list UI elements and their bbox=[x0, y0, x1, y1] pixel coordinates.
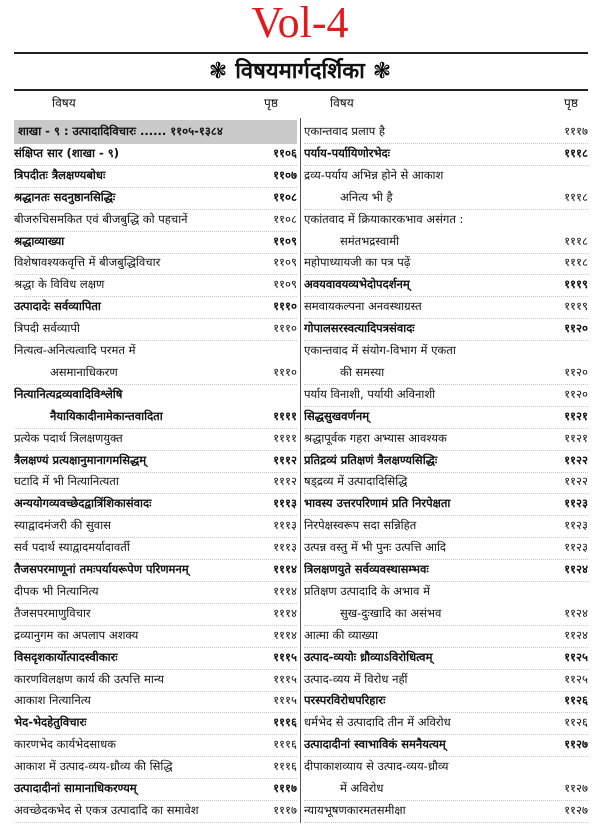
entry-page: ११०९ bbox=[273, 255, 297, 270]
entry-page: ११०८ bbox=[273, 189, 297, 204]
entry-page: १११७ bbox=[273, 802, 297, 817]
entry-page: १११३ bbox=[273, 540, 297, 555]
entry-title: आकाश नित्यानित्य bbox=[14, 693, 91, 708]
entry-title: समवायकल्पना अनवस्थाग्रस्त bbox=[304, 299, 422, 314]
entry-title: श्रद्धापूर्वक गहरा अभ्यास आवश्यक bbox=[304, 430, 447, 445]
entry-page: १११५ bbox=[273, 693, 297, 708]
entry-title: उत्पादादीनां स्वाभाविकं समनैयत्यम् bbox=[304, 737, 446, 752]
entry-title: तैजसपरमाणुविचार bbox=[14, 605, 91, 620]
banner bbox=[0, 56, 600, 88]
index-entry bbox=[14, 186, 297, 210]
entry-page: ११२३ bbox=[564, 496, 588, 511]
flower-ornament-icon: ❃ bbox=[208, 59, 228, 84]
index-entry bbox=[304, 208, 588, 231]
entry-title: पर्याय-पर्यायिणोरभेदः bbox=[304, 145, 390, 160]
entry-title: अवच्छेदकभेद से एकत्र उत्पादादि का समावेश bbox=[14, 802, 199, 817]
entry-page: ११२४ bbox=[564, 605, 588, 620]
index-entry bbox=[304, 339, 588, 362]
right-page-header: पृष्ठ bbox=[564, 96, 578, 110]
entry-page: ११०६ bbox=[273, 145, 297, 160]
entry-title: स्याद्वादमंजरी की सुवास bbox=[14, 518, 111, 533]
entry-title: षड्द्रव्य में उत्पादादिसिद्धि bbox=[304, 474, 408, 489]
left-page-header: पृष्ठ bbox=[264, 96, 278, 110]
entry-title: पर्याय विनाशी, पर्यायी अविनाशी bbox=[304, 386, 436, 401]
entry-title: महोपाध्यायजी का पत्र पढ़ें bbox=[304, 255, 411, 270]
entry-page: ११२० bbox=[564, 386, 588, 401]
entry-page: ११२२ bbox=[564, 452, 588, 467]
entry-page: १११४ bbox=[273, 627, 297, 642]
index-entry bbox=[14, 602, 297, 626]
index-entry bbox=[14, 405, 297, 429]
index-entry bbox=[304, 580, 588, 603]
entry-page: ११२१ bbox=[564, 408, 588, 423]
flower-ornament-icon: ❃ bbox=[372, 59, 392, 84]
index-entry bbox=[14, 449, 297, 473]
banner-top-rule bbox=[14, 52, 588, 54]
index-entry bbox=[304, 777, 588, 801]
index-entry bbox=[304, 492, 588, 516]
index-entry bbox=[14, 361, 297, 385]
index-entry bbox=[304, 273, 588, 297]
entry-page: १११८ bbox=[564, 255, 588, 270]
entry-title: दीपाकाशव्याय से उत्पाद-व्यय-ध्रौव्य bbox=[304, 759, 449, 774]
index-entry bbox=[304, 536, 588, 560]
entry-title: त्रिलक्षणयुते सर्वव्यवस्थासम्भवः bbox=[304, 562, 429, 576]
index-entry bbox=[304, 733, 588, 757]
index-entry bbox=[304, 295, 588, 319]
entry-page: १११२ bbox=[273, 452, 297, 467]
entry-title: विशेषावश्यकवृत्ति में बीजबुद्धिविचार bbox=[14, 255, 161, 270]
index-entry bbox=[304, 624, 588, 648]
entry-title: में अविरोध bbox=[340, 781, 384, 795]
index-entry bbox=[304, 668, 588, 692]
index-entry bbox=[14, 624, 297, 648]
entry-title: त्रिपदीतः त्रैलक्षण्यबोधः bbox=[14, 167, 106, 182]
entry-page: १११७ bbox=[564, 124, 588, 138]
entry-title: नित्यत्व-अनित्यत्वादि परमत में bbox=[14, 343, 136, 357]
entry-title: अनित्य भी है bbox=[340, 189, 393, 204]
entry-page: १११७ bbox=[273, 781, 297, 795]
entry-title: उत्पादादेः सर्वव्यापिता bbox=[14, 299, 101, 314]
index-entry bbox=[14, 689, 297, 713]
entry-page: ११११ bbox=[273, 430, 297, 445]
entry-page: १११६ bbox=[273, 737, 297, 752]
entry-page: १११८ bbox=[564, 145, 588, 160]
index-entry bbox=[304, 383, 588, 407]
entry-page: १११९ bbox=[564, 299, 588, 314]
entry-page: ११२२ bbox=[564, 474, 588, 489]
index-entry bbox=[14, 427, 297, 451]
index-entry bbox=[304, 186, 588, 210]
section-heading-row bbox=[14, 120, 297, 144]
entry-page: ११२४ bbox=[564, 562, 588, 576]
entry-title: अवयवावयव्यभेदोपदर्शनम् bbox=[304, 277, 410, 292]
entry-title: द्रव्यानुगम का अपलाप अशक्य bbox=[14, 627, 139, 642]
index-entry bbox=[14, 273, 297, 297]
entry-page: ११२१ bbox=[564, 430, 588, 445]
index-entry bbox=[14, 339, 297, 362]
entry-title: त्रैलक्षण्यं प्रत्यक्षानुमानागमसिद्धम् bbox=[14, 452, 147, 467]
entry-title: विसदृशकार्योत्पादस्वीकारः bbox=[14, 649, 118, 664]
entry-page: १११० bbox=[273, 321, 297, 336]
entry-title: सुख-दुःखादि का असंभव bbox=[340, 605, 442, 620]
entry-page: ११११ bbox=[273, 408, 297, 423]
entry-title: एकान्तवाद में संयोग-विभाग में एकता bbox=[304, 343, 456, 357]
index-entry bbox=[14, 646, 297, 670]
entry-title: उत्पाद-व्यय में विरोध नहीं bbox=[304, 671, 408, 686]
index-entry bbox=[14, 295, 297, 319]
entry-page: ११२३ bbox=[564, 540, 588, 555]
index-entry bbox=[14, 711, 297, 735]
entry-page: १११६ bbox=[273, 759, 297, 774]
index-entry bbox=[14, 142, 297, 166]
entry-page: ११२७ bbox=[564, 802, 588, 817]
entry-title: द्रव्य-पर्याय अभिन्न होने से आकाश bbox=[304, 167, 444, 182]
entry-page: ११०९ bbox=[273, 277, 297, 292]
index-entry bbox=[304, 427, 588, 451]
entry-title: आत्मा की व्याख्या bbox=[304, 627, 378, 642]
entry-title: प्रतिद्रव्यं प्रतिक्षणं त्रैलक्षण्यसिद्धिः bbox=[304, 452, 438, 467]
entry-title: आकाश में उत्पाद-व्यय-ध्रौव्य की सिद्धि bbox=[14, 759, 173, 774]
entry-page: १११० bbox=[273, 364, 297, 379]
entry-title: घटादि में भी नित्यानित्यता bbox=[14, 474, 119, 489]
entry-page: ११०७ bbox=[273, 167, 297, 182]
entry-title: कारणभेद कार्यभेदसाधक bbox=[14, 737, 117, 752]
entry-page: ११२७ bbox=[564, 781, 588, 795]
left-subject-header: विषय bbox=[52, 96, 76, 110]
index-entry bbox=[304, 711, 588, 735]
entry-page: ११२० bbox=[564, 321, 588, 336]
index-entry bbox=[304, 602, 588, 626]
entry-title: उत्पाद-व्ययोः ध्रौव्याऽविरोधित्वम् bbox=[304, 649, 433, 664]
entry-page: ११०८ bbox=[273, 211, 297, 226]
index-entry bbox=[304, 514, 588, 538]
index-entry bbox=[14, 755, 297, 779]
index-entry bbox=[14, 668, 297, 692]
entry-page: १११८ bbox=[564, 233, 588, 248]
entry-page: १११६ bbox=[273, 715, 297, 730]
entry-page: ११२५ bbox=[564, 671, 588, 686]
banner-bottom-rule bbox=[14, 89, 588, 91]
entry-title: परस्परविरोधपरिहारः bbox=[304, 693, 386, 708]
entry-page: १११४ bbox=[273, 562, 297, 576]
index-entry bbox=[14, 580, 297, 604]
volume-label: Vol-4 bbox=[251, 0, 349, 47]
index-entry bbox=[304, 361, 588, 385]
entry-title: न्यायभूषणकारमतसमीक्षा bbox=[304, 802, 406, 817]
entry-title: समंतभद्रस्वामी bbox=[340, 233, 400, 248]
entry-page: ११२७ bbox=[564, 737, 588, 752]
index-entry bbox=[304, 449, 588, 473]
index-entry bbox=[14, 317, 297, 341]
entry-page: ११२५ bbox=[564, 649, 588, 664]
index-entry bbox=[304, 470, 588, 494]
index-entry bbox=[14, 777, 297, 801]
entry-title: भेद-भेदहेतुविचारः bbox=[14, 715, 87, 730]
column-divider bbox=[300, 118, 301, 823]
index-entry bbox=[14, 514, 297, 538]
column-headers bbox=[14, 93, 588, 113]
entry-page: १११९ bbox=[564, 277, 588, 292]
banner-title: विषयमार्गदर्शिका bbox=[235, 59, 365, 84]
entry-title: प्रत्येक पदार्थ त्रिलक्षणयुक्त bbox=[14, 430, 123, 445]
entry-title: श्रद्धाव्याख्या bbox=[14, 233, 65, 248]
index-entry bbox=[14, 164, 297, 188]
entry-title: नैयायिकादीनामेकान्तवादिता bbox=[50, 408, 163, 423]
entry-page: १११५ bbox=[273, 671, 297, 686]
index-entry bbox=[14, 208, 297, 232]
index-entry bbox=[14, 492, 297, 516]
entry-page: १११४ bbox=[273, 583, 297, 598]
index-entry bbox=[14, 733, 297, 757]
index-entry bbox=[14, 230, 297, 254]
entry-page: ११०९ bbox=[273, 233, 297, 248]
index-entry bbox=[304, 317, 588, 341]
entry-title: नित्यानित्यद्रव्यवादिविश्लेषि bbox=[14, 386, 123, 401]
entry-title: प्रतिक्षण उत्पादादि के अभाव में bbox=[304, 583, 430, 598]
entry-page: १११८ bbox=[564, 189, 588, 204]
index-entry bbox=[304, 120, 588, 144]
entry-page: १११३ bbox=[273, 496, 297, 511]
entry-title: उत्पन्न वस्तु में भी पुनः उत्पत्ति आदि bbox=[304, 540, 447, 555]
index-entry bbox=[14, 558, 297, 582]
entry-page: १११२ bbox=[273, 474, 297, 489]
entry-title: एकांतवाद में क्रियाकारकभाव असंगत : bbox=[304, 211, 464, 226]
entry-page: १११४ bbox=[273, 605, 297, 620]
index-entry bbox=[304, 558, 588, 582]
entry-title: धर्मभेद से उत्पादादि तीन में अविरोध bbox=[304, 715, 451, 730]
entry-title: श्रद्धा के विविध लक्षण bbox=[14, 277, 105, 292]
entry-title: उत्पादादीनां सामानाधिकरण्यम् bbox=[14, 781, 137, 795]
index-entry bbox=[304, 405, 588, 429]
index-entry bbox=[14, 536, 297, 560]
entry-title: बीजरुचिसमकित एवं बीजबुद्धि को पहचानें bbox=[14, 211, 188, 226]
entry-title: असमानाधिकरण bbox=[50, 364, 118, 379]
index-entry bbox=[304, 689, 588, 713]
index-entry bbox=[304, 755, 588, 778]
entry-title: अन्ययोगव्यवच्छेदद्वात्रिंशिकासंवादः bbox=[14, 496, 152, 511]
entry-page: ११२३ bbox=[564, 518, 588, 533]
right-subject-header: विषय bbox=[330, 96, 354, 110]
entry-title: निरपेक्षस्वरूप सदा सन्निहित bbox=[304, 518, 417, 533]
entry-page: ११२६ bbox=[564, 693, 588, 708]
entry-page: १११३ bbox=[273, 518, 297, 533]
index-entry bbox=[304, 799, 588, 823]
entry-page: ११२४ bbox=[564, 627, 588, 642]
index-entry bbox=[14, 383, 297, 406]
index-entry bbox=[14, 251, 297, 275]
index-entry bbox=[304, 230, 588, 254]
entry-title: त्रिपदी सर्वव्यापी bbox=[14, 321, 80, 336]
entry-page: ११२६ bbox=[564, 715, 588, 730]
entry-page: १११० bbox=[273, 299, 297, 314]
entry-title: सिद्धसुखवर्णनम् bbox=[304, 408, 370, 423]
entry-title: सर्व पदार्थ स्याद्वादमर्यादावर्ती bbox=[14, 540, 130, 555]
entry-title: संक्षिप्त सार (शाखा - ९) bbox=[14, 145, 120, 160]
entry-title: एकान्तवाद प्रलाप है bbox=[304, 124, 386, 138]
entry-title: श्रद्धानतः सदनुष्ठानसिद्धिः bbox=[14, 189, 116, 204]
entry-title: भावस्य उत्तरपरिणामं प्रति निरपेक्षता bbox=[304, 496, 451, 511]
index-entry bbox=[304, 164, 588, 187]
entry-title: की समस्या bbox=[340, 364, 385, 379]
index-entry bbox=[304, 646, 588, 670]
entry-title: कारणविलक्षण कार्य की उत्पत्ति मान्य bbox=[14, 671, 164, 686]
index-entry bbox=[304, 142, 588, 166]
entry-title: दीपक भी नित्यानित्य bbox=[14, 583, 99, 598]
index-entry bbox=[14, 470, 297, 494]
index-entry bbox=[304, 251, 588, 275]
index-entry bbox=[14, 799, 297, 823]
entry-title: तैजसपरमाणूनां तमःपर्यायरूपेण परिणमनम् bbox=[14, 562, 189, 576]
entry-title: गोपालसरस्वत्यादिपत्रसंवादः bbox=[304, 321, 415, 336]
entry-page: १११५ bbox=[273, 649, 297, 664]
entry-page: ११२० bbox=[564, 364, 588, 379]
entry-title: शाखा - ९ : उत्पादादिविचारः ...... ११०५-१३८४ bbox=[18, 124, 223, 138]
